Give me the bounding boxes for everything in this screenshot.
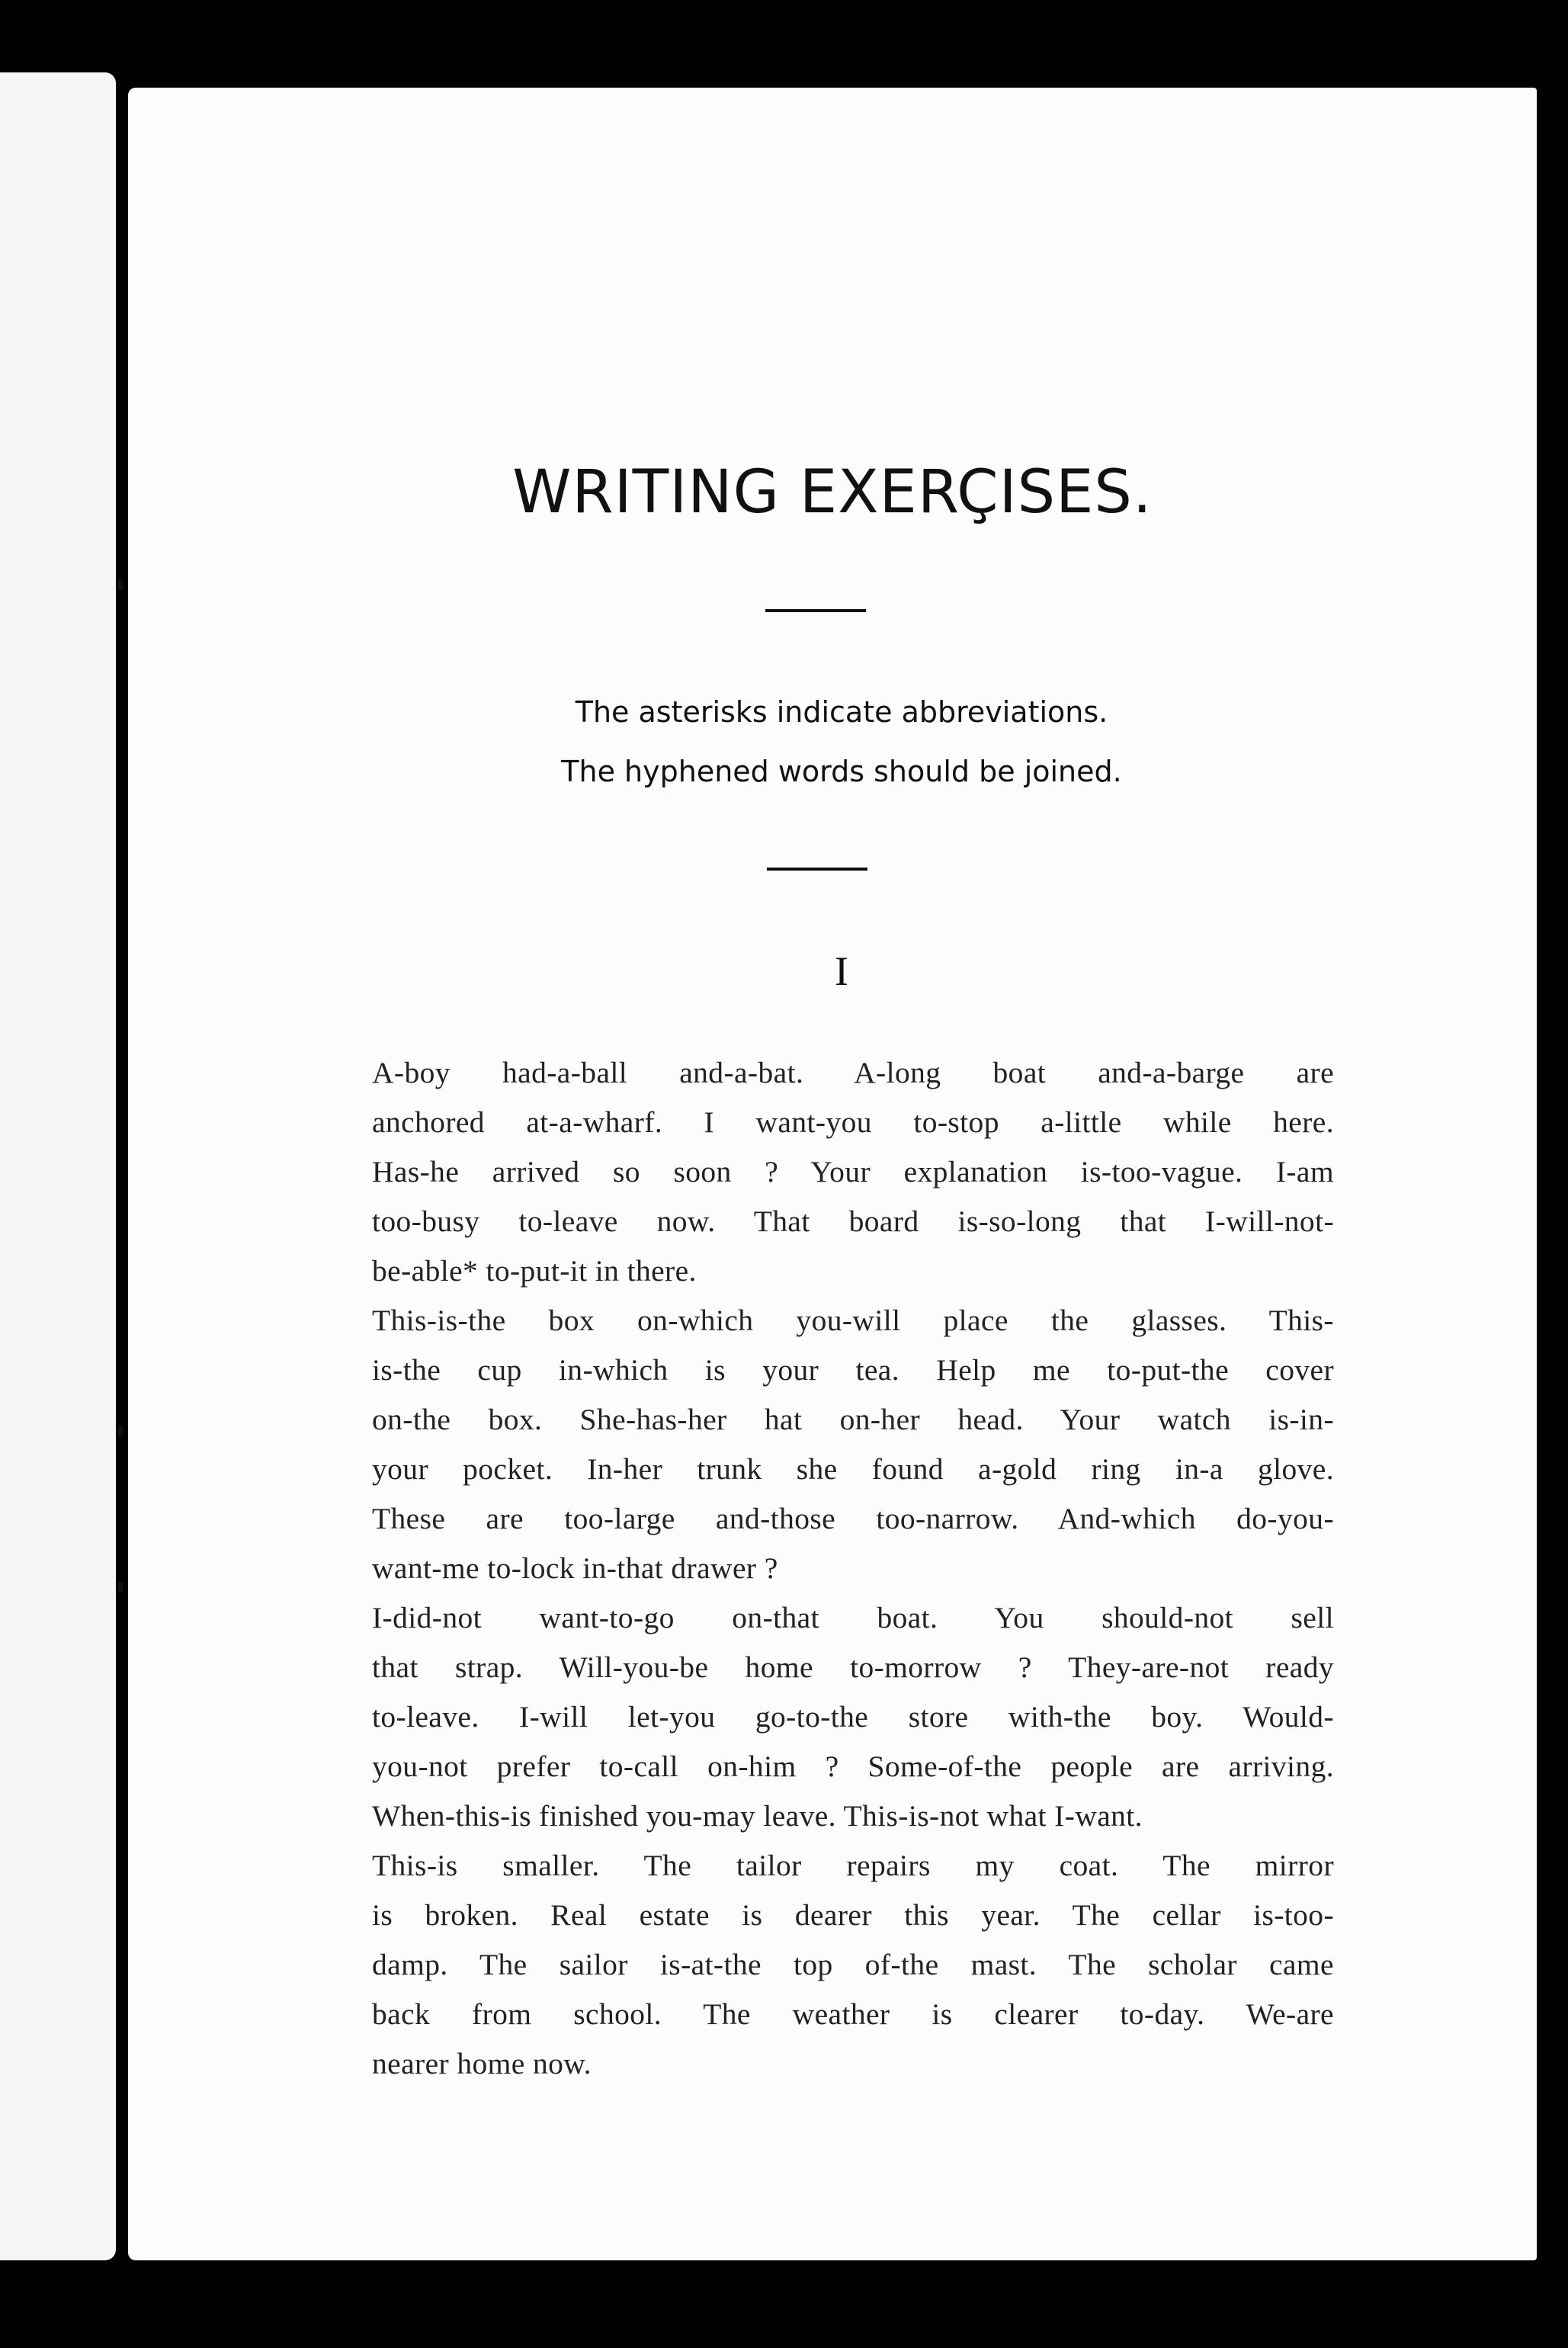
text-line: that strap. Will-you-be home to-morrow ? They-are-not ready — [372, 1650, 1334, 1684]
text-line: be-able* to-put-it in there. — [372, 1254, 697, 1288]
divider-rule — [765, 609, 866, 612]
text-line: damp. The sailor is-at-the top of-the mast. The scholar came — [372, 1948, 1334, 1981]
text-line: back from school. The weather is clearer to-day. We-are — [372, 1997, 1334, 2031]
divider-rule — [767, 868, 867, 871]
text-line: too-busy to-leave now. That board is-so-long that I-will-not- — [372, 1204, 1334, 1238]
exercise-paragraph — [299, 1841, 1334, 2089]
instruction-line: The asterisks indicate abbreviations. — [575, 695, 1108, 729]
text-line: nearer home now. — [372, 2047, 592, 2080]
text-line: A-boy had-a-ball and-a-bat. A-long boat and-a-barge are — [372, 1056, 1334, 1089]
text-line: your pocket. In-her trunk she found a-gold ring in-a glove. — [372, 1452, 1334, 1486]
instruction-line: The hyphened words should be joined. — [561, 755, 1122, 788]
page-title: WRITING EXERÇISES. — [512, 458, 1153, 527]
section-number: I — [835, 948, 848, 994]
book-page — [128, 88, 1537, 2260]
text-line: you-not prefer to-call on-him ? Some-of-the people are arriving. — [372, 1750, 1334, 1783]
text-line: This-is-the box on-which you-will place the glasses. This- — [372, 1304, 1334, 1337]
facing-page-edge — [0, 72, 116, 2260]
exercise-paragraph — [299, 1593, 1334, 1841]
text-line: Has-he arrived so soon ? Your explanation is-too-vague. I-am — [372, 1155, 1334, 1188]
text-line: is broken. Real estate is dearer this year. The cellar is-too- — [372, 1898, 1334, 1932]
text-line: I-did-not want-to-go on-that boat. You should-not sell — [372, 1601, 1334, 1634]
page-edge-mark — [118, 1426, 123, 1436]
text-line: want-me to-lock in-that drawer ? — [372, 1551, 778, 1585]
text-line: This-is smaller. The tailor repairs my coat. The mirror — [372, 1849, 1334, 1882]
text-line: These are too-large and-those too-narrow. And-which do-you- — [372, 1502, 1334, 1535]
exercise-paragraph — [299, 1048, 1334, 1296]
instructions — [137, 682, 1546, 801]
exercise-paragraph — [299, 1296, 1334, 1593]
page-edge-mark — [118, 579, 123, 590]
text-line: to-leave. I-will let-you go-to-the store with-the boy. Would- — [372, 1700, 1334, 1734]
text-line: anchored at-a-wharf. I want-you to-stop a-little while here. — [372, 1105, 1334, 1139]
text-line: When-this-is finished you-may leave. This-is-not what I-want. — [372, 1799, 1143, 1833]
page-edge-mark — [118, 1582, 123, 1593]
text-line: on-the box. She-has-her hat on-her head. Your watch is-in- — [372, 1403, 1334, 1436]
exercise-text — [299, 1048, 1334, 2089]
text-line: is-the cup in-which is your tea. Help me to-put-the cover — [372, 1353, 1334, 1387]
